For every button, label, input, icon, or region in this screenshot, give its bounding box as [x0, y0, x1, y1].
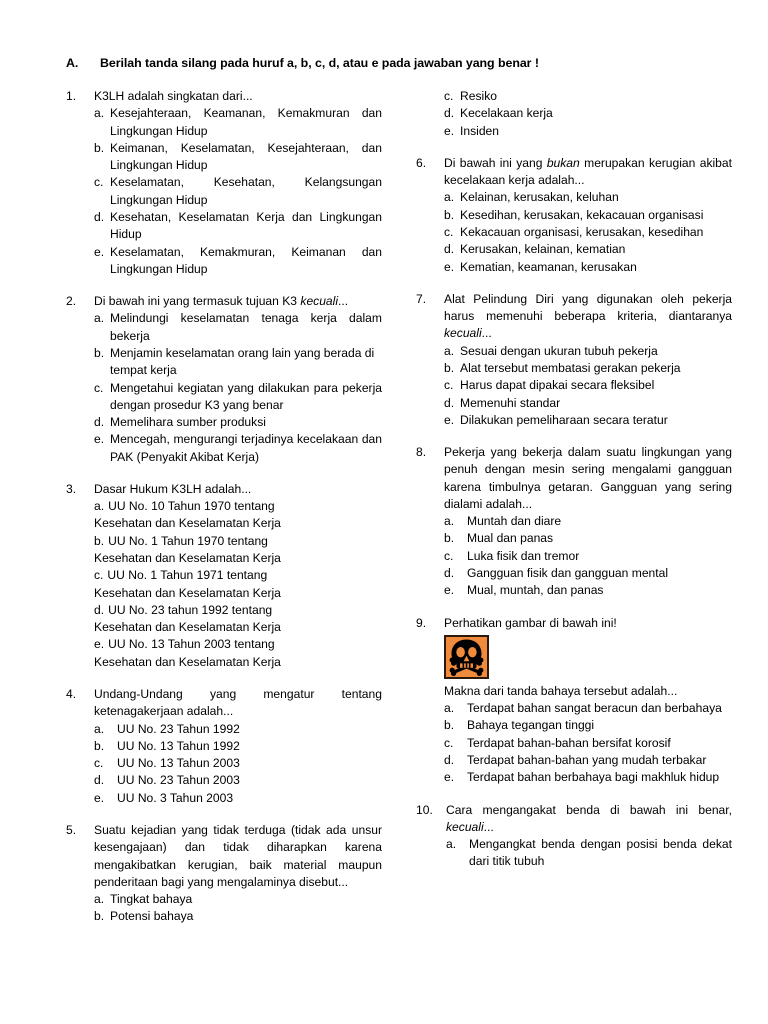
stem-part-2: ... [481, 326, 492, 341]
section-instruction [66, 56, 710, 70]
option-a[interactable] [446, 836, 732, 871]
option-text: Terdapat bahan sangat beracun dan berbahaya [467, 701, 722, 716]
option-text: Mual, muntah, dan panas [467, 583, 604, 598]
section-letter: A. [66, 56, 79, 70]
option-first-line [94, 533, 382, 550]
option-list [94, 310, 382, 466]
option-text: UU No. 1 Tahun 1971 tentang [107, 568, 268, 583]
option-letter: e. [444, 770, 455, 785]
option-letter: a. [444, 514, 455, 529]
option-letter: b. [94, 738, 105, 753]
option-text: Keimanan, Keselamatan, Kesejahteraan, dan Lingkungan Hidup [110, 140, 382, 173]
option-letter: b. [94, 909, 105, 924]
option-letter: d. [444, 395, 455, 410]
stem-italic-keyword: bukan [546, 155, 580, 170]
option-text: Harus dapat dipakai secara fleksibel [460, 378, 655, 393]
option-text: UU No. 13 Tahun 2003 [117, 756, 240, 771]
option-c[interactable] [444, 224, 732, 241]
option-letter: e. [94, 790, 105, 805]
option-letter: d. [94, 602, 105, 617]
question-1 [66, 88, 382, 278]
option-letter: e. [94, 637, 105, 652]
option-first-line [94, 636, 382, 653]
option-letter: e. [444, 259, 455, 274]
option-text: Gangguan fisik dan gangguan mental [467, 566, 669, 581]
option-d[interactable] [444, 752, 732, 769]
option-letter: a. [94, 311, 105, 326]
option-b[interactable] [444, 717, 732, 734]
option-letter: d. [444, 566, 455, 581]
option-d[interactable] [444, 395, 732, 412]
option-letter: c. [94, 568, 104, 583]
question-number: 9. [416, 615, 427, 630]
option-list [94, 498, 382, 671]
option-c[interactable] [94, 567, 382, 602]
question-body [444, 155, 732, 276]
option-letter: e. [444, 583, 455, 598]
option-text: Terdapat bahan-bahan bersifat korosif [467, 735, 671, 750]
two-column-body [66, 88, 732, 941]
option-list [444, 343, 732, 429]
option-list [446, 836, 732, 871]
option-e[interactable] [94, 790, 382, 807]
option-list [94, 721, 382, 807]
option-text: Muntah dan diare [467, 514, 562, 529]
question-number: 3. [66, 481, 77, 496]
option-a[interactable] [94, 891, 382, 908]
option-d[interactable] [94, 772, 382, 789]
option-letter: a. [94, 721, 105, 736]
option-second-line: Kesehatan dan Keselamatan Kerja [94, 551, 281, 566]
option-a[interactable] [94, 498, 382, 533]
option-b[interactable] [94, 140, 382, 175]
option-b[interactable] [444, 207, 732, 224]
option-d[interactable] [94, 209, 382, 244]
option-c[interactable] [444, 377, 732, 394]
question-stem: Undang-Undang yang mengatur tentang ketenagakerjaan adalah... [94, 687, 382, 719]
question-number: 1. [66, 89, 77, 103]
option-b[interactable] [94, 738, 382, 755]
option-b[interactable] [94, 533, 382, 568]
question-body [94, 481, 382, 671]
option-letter: c. [444, 224, 454, 239]
option-list [444, 700, 732, 786]
question-number: 7. [416, 291, 427, 306]
option-letter: d. [444, 753, 455, 767]
option-c[interactable] [94, 174, 382, 209]
option-text: Tingkat bahaya [110, 892, 193, 907]
option-letter: c. [444, 548, 454, 563]
option-text: Luka fisik dan tremor [467, 548, 580, 563]
option-letter: c. [444, 378, 454, 393]
option-e[interactable] [94, 636, 382, 671]
option-list [94, 105, 382, 278]
option-text: UU No. 23 Tahun 2003 [117, 773, 240, 788]
option-text: Resiko [460, 89, 497, 103]
option-second-line: Kesehatan dan Keselamatan Kerja [94, 620, 281, 635]
option-text: Insiden [460, 123, 499, 138]
option-letter: e. [94, 432, 105, 447]
option-a[interactable] [94, 105, 382, 140]
stem-part-2: merupakan kerugian akibat kecelakaan kerja adalah... [444, 155, 732, 188]
option-letter: d. [444, 106, 455, 121]
option-letter: a. [444, 343, 455, 358]
left-column [66, 88, 382, 941]
option-a[interactable] [444, 700, 732, 717]
option-second-line: Kesehatan dan Keselamatan Kerja [94, 654, 281, 669]
question-number: 10. [416, 802, 433, 817]
option-letter: b. [94, 533, 105, 548]
option-e[interactable] [94, 431, 382, 466]
option-letter: a. [94, 499, 105, 514]
option-list [94, 891, 382, 926]
question-number: 5. [66, 822, 77, 837]
question-stem: Perhatikan gambar di bawah ini! [444, 615, 617, 630]
question-7 [416, 291, 732, 429]
option-letter: d. [94, 415, 105, 430]
option-text: Kesejahteraan, Keamanan, Kemakmuran dan Lingkungan Hidup [110, 106, 382, 138]
option-letter: b. [444, 718, 455, 733]
option-text: Keselamatan, Kesehatan, Kelangsungan Lingkungan Hidup [110, 175, 382, 207]
stem-part-1: Cara mengangakat benda di bawah ini benar, [446, 802, 732, 817]
option-letter: b. [444, 360, 455, 375]
option-e[interactable] [94, 244, 382, 279]
question-stem: Pekerja yang bekerja dalam suatu lingkungan yang penuh dengan mesin sering mengalami gangguan karena timbulnya getaran. Gangguan yang sering dialami adalah... [444, 445, 732, 511]
question-stem [446, 802, 732, 837]
option-text: Kerusakan, kelainan, kematian [460, 242, 626, 257]
option-letter: c. [94, 380, 104, 395]
option-list [444, 189, 732, 275]
option-text: Kecelakaan kerja [460, 106, 553, 121]
option-e[interactable] [444, 412, 732, 429]
stem-part-2: ... [338, 294, 349, 309]
question-3 [66, 481, 382, 671]
option-letter: c. [94, 756, 104, 771]
option-letter: a. [444, 701, 455, 716]
option-b[interactable] [444, 360, 732, 377]
option-b[interactable] [94, 345, 382, 380]
option-letter: c. [444, 89, 454, 103]
option-text: Sesuai dengan ukuran tubuh pekerja [460, 343, 658, 358]
option-letter: d. [94, 773, 105, 788]
option-letter: e. [444, 123, 455, 138]
option-text: Potensi bahaya [110, 909, 194, 924]
option-text: UU No. 23 Tahun 1992 [117, 721, 240, 736]
option-letter: d. [94, 209, 105, 224]
option-text: Mual dan panas [467, 531, 554, 546]
question-body [444, 444, 732, 600]
option-a[interactable] [444, 343, 732, 360]
option-text: Terdapat bahan-bahan yang mudah terbakar [467, 753, 707, 767]
question-stem: Dasar Hukum K3LH adalah... [94, 481, 252, 496]
question-body [94, 293, 382, 466]
question-body [444, 615, 732, 787]
stem-part-2: ... [483, 819, 494, 834]
option-letter: c. [444, 735, 454, 750]
option-letter: d. [444, 242, 455, 257]
option-a[interactable] [444, 513, 732, 530]
option-e[interactable] [444, 769, 732, 786]
option-e[interactable] [444, 259, 732, 276]
option-text: UU No. 13 Tahun 2003 tentang [108, 637, 275, 652]
option-text: Memelihara sumber produksi [110, 415, 266, 430]
option-b[interactable] [94, 908, 382, 925]
question-number-spacer [416, 88, 444, 140]
option-text: UU No. 23 tahun 1992 tentang [108, 602, 273, 617]
stem-part-1: Alat Pelindung Diri yang digunakan oleh pekerja harus memenuhi beberapa kriteria, diantaranya [444, 291, 732, 324]
option-text: Menjamin keselamatan orang lain yang berada di tempat kerja [110, 345, 375, 378]
question-body [94, 822, 382, 926]
stem-italic-keyword: kecuali [300, 294, 339, 309]
option-b[interactable] [444, 530, 732, 547]
option-c[interactable] [94, 755, 382, 772]
option-e[interactable] [444, 582, 732, 599]
option-text: UU No. 3 Tahun 2003 [117, 790, 234, 805]
question-stem-secondary: Makna dari tanda bahaya tersebut adalah... [444, 683, 678, 698]
option-letter: a. [444, 190, 455, 205]
question-body [446, 802, 732, 871]
option-second-line: Kesehatan dan Keselamatan Kerja [94, 585, 281, 600]
option-text: Melindungi keselamatan tenaga kerja dalam bekerja [110, 311, 382, 343]
option-c[interactable] [94, 380, 382, 415]
option-letter: a. [446, 837, 457, 852]
question-number: 6. [416, 155, 427, 170]
option-text: Bahaya tegangan tinggi [467, 718, 595, 733]
option-text: Keselamatan, Kemakmuran, Keimanan dan Lingkungan Hidup [110, 244, 382, 276]
option-e[interactable] [444, 123, 732, 140]
option-letter: b. [444, 531, 455, 546]
hazard-image-wrapper [444, 635, 732, 679]
option-text: Kesedihan, kerusakan, kekacauan organisasi [460, 207, 704, 222]
question-5-continued [416, 88, 732, 140]
stem-italic-keyword: kecuali [444, 326, 482, 341]
option-text: UU No. 13 Tahun 1992 [117, 738, 240, 753]
option-first-line [94, 498, 382, 515]
question-2 [66, 293, 382, 466]
option-text: Dilakukan pemeliharaan secara teratur [460, 412, 668, 427]
option-d[interactable] [94, 602, 382, 637]
option-c[interactable] [444, 735, 732, 752]
option-letter: b. [94, 345, 105, 360]
option-list [444, 513, 732, 599]
question-stem [444, 155, 732, 190]
stem-part-1: Di bawah ini yang [444, 155, 547, 170]
option-d[interactable] [94, 414, 382, 431]
stem-italic-keyword: kecuali [446, 819, 484, 834]
option-d[interactable] [444, 565, 732, 582]
option-letter: b. [94, 140, 105, 155]
question-number: 2. [66, 294, 77, 309]
option-text: Mengetahui kegiatan yang dilakukan para pekerja dengan prosedur K3 yang benar [110, 380, 382, 412]
option-second-line: Kesehatan dan Keselamatan Kerja [94, 516, 281, 531]
option-first-line [94, 602, 382, 619]
option-a[interactable] [444, 189, 732, 206]
question-body [94, 686, 382, 807]
option-a[interactable] [94, 310, 382, 345]
option-letter: a. [94, 892, 105, 907]
question-8 [416, 444, 732, 600]
option-d[interactable] [444, 105, 732, 122]
section-instruction-text: Berilah tanda silang pada huruf a, b, c, d, atau e pada jawaban yang benar ! [100, 56, 539, 70]
question-5 [66, 822, 382, 926]
option-text: Memenuhi standar [460, 395, 561, 410]
question-4 [66, 686, 382, 807]
question-6 [416, 155, 732, 276]
question-stem: Suatu kejadian yang tidak terduga (tidak ada unsur kesengajaan) dan tidak diharapkan karena mengakibatkan kerugian, baik material maupun penderitaan bagi yang mengalaminya disebut... [94, 822, 382, 889]
option-text: Alat tersebut membatasi gerakan pekerja [460, 360, 681, 375]
question-body [94, 88, 382, 278]
option-letter: e. [444, 412, 455, 427]
question-10 [416, 802, 732, 871]
stem-part-1: Di bawah ini yang termasuk tujuan K3 [94, 294, 301, 309]
question-stem [444, 291, 732, 343]
question-9 [416, 615, 732, 787]
option-text: Terdapat bahan berbahaya bagi makhluk hidup [467, 770, 720, 785]
option-text: Kesehatan, Keselamatan Kerja dan Lingkungan Hidup [110, 209, 382, 242]
option-text: UU No. 1 Tahun 1970 tentang [108, 533, 268, 548]
question-body [444, 291, 732, 429]
option-text: Mencegah, mengurangi terjadinya kecelakaan dan PAK (Penyakit Akibat Kerja) [110, 432, 382, 464]
question-stem [94, 293, 382, 310]
option-d[interactable] [444, 241, 732, 258]
question-stem: K3LH adalah singkatan dari... [94, 89, 253, 103]
question-number: 8. [416, 445, 427, 460]
question-number: 4. [66, 687, 77, 701]
option-letter: a. [94, 106, 105, 121]
option-text: Kematian, keamanan, kerusakan [460, 259, 637, 274]
option-c[interactable] [444, 548, 732, 565]
right-column [416, 88, 732, 886]
skull-and-crossbones-icon [444, 635, 489, 679]
option-text: Mengangkat benda dengan posisi benda dekat dari titik tubuh [469, 837, 732, 869]
option-text: UU No. 10 Tahun 1970 tentang [108, 499, 275, 514]
option-letter: c. [94, 175, 104, 190]
question-body [444, 88, 732, 140]
option-a[interactable] [94, 721, 382, 738]
option-text: Kelainan, kerusakan, keluhan [460, 190, 619, 205]
option-letter: b. [444, 207, 455, 222]
option-c[interactable] [444, 88, 732, 105]
option-list [444, 88, 732, 140]
option-first-line [94, 567, 382, 584]
option-letter: e. [94, 244, 105, 259]
option-text: Kekacauan organisasi, kerusakan, kesedihan [460, 224, 704, 239]
